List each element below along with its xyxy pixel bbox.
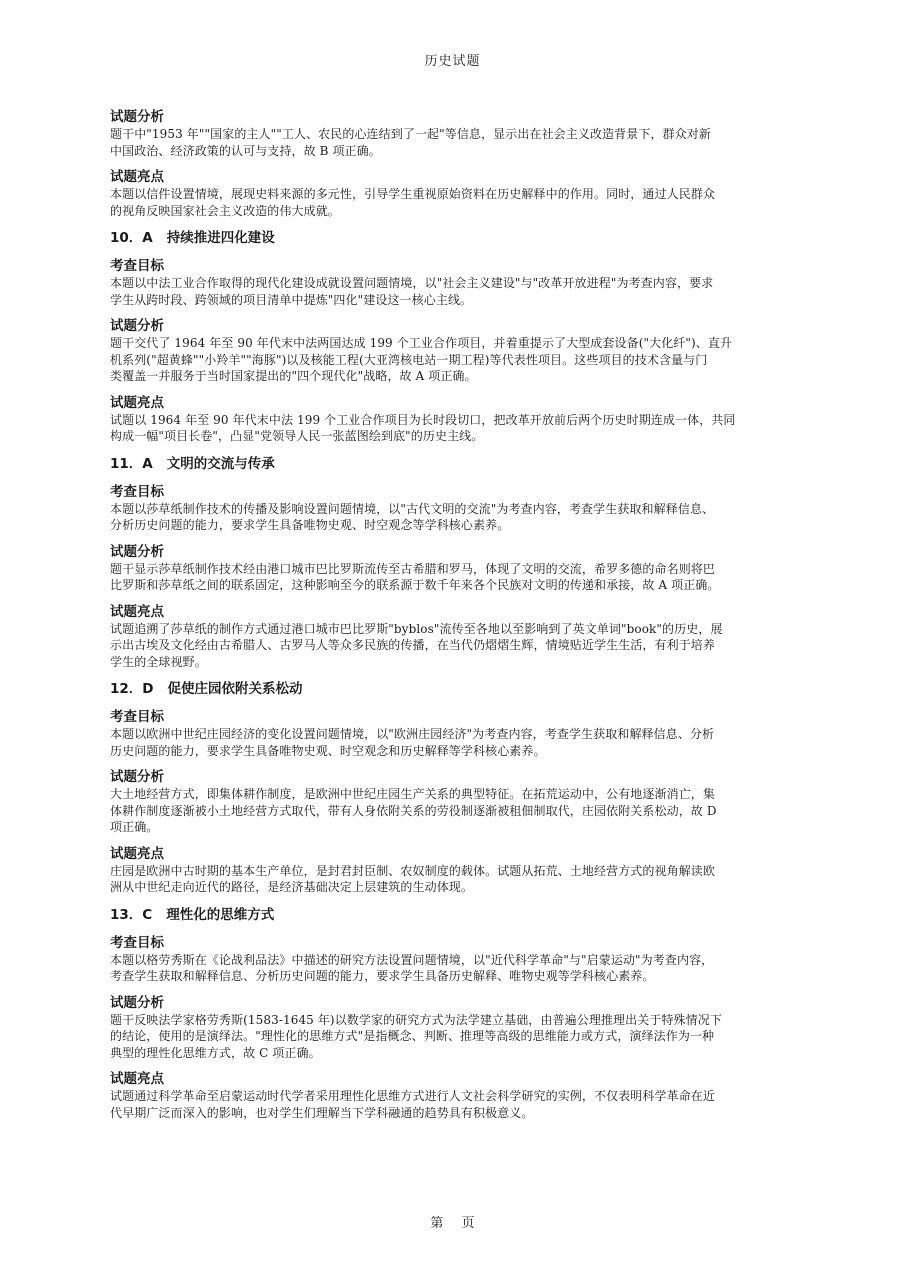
block-spacer: [110, 896, 800, 906]
section-paragraph: [110, 863, 800, 896]
analysis-section: [110, 708, 800, 759]
document-body: [110, 108, 800, 1121]
section-heading: 试题亮点: [110, 169, 164, 185]
question-topic: 文明的交流与传承: [166, 455, 275, 472]
section-heading: 试题分析: [110, 318, 164, 334]
block-spacer: [110, 698, 800, 708]
section-paragraph: [110, 412, 800, 445]
section-heading: 考查目标: [110, 709, 164, 725]
analysis-section: [110, 317, 800, 385]
analysis-section: [110, 934, 800, 985]
question-topic: 促使庄园依附关系松动: [167, 681, 303, 697]
question-title: [110, 455, 800, 473]
paragraph-line: 项正确。: [110, 820, 159, 834]
block-spacer: [110, 219, 800, 229]
analysis-section: [110, 768, 800, 836]
paragraph-line: 本题以莎草纸制作技术的传播及影响设置问题情境，以"古代文明的交流"为考查内容，考查学生获取和解释信息、: [110, 501, 715, 516]
paragraph-line: 的结论，使用的是演绎法。"理性化的思维方式"是指概念、判断、推理等高级的思维能力或方式，演绎法作为一种: [110, 1029, 715, 1043]
block-spacer: [110, 534, 800, 543]
section-paragraph: [110, 186, 800, 219]
analysis-section: [110, 168, 800, 219]
section-heading: 试题亮点: [110, 394, 164, 411]
paragraph-line: 中国政治、经济政策的认可与支持，故 B 项正确。: [110, 143, 381, 158]
paragraph-line: 学生的全球视野。: [110, 654, 207, 669]
paragraph-line: 题干中"1953 年""国家的主人""工人、农民的心连结到了一起"等信息，显示出在社会主义改造背景下，群众对新: [110, 127, 711, 141]
section-paragraph: [110, 621, 800, 671]
paragraph-line: 试题以 1964 年至 90 年代末中法 199 个工业合作项目为长时段切口，把改革开放前后两个历史时期连成一体，共同: [110, 412, 736, 427]
section-heading: 试题分析: [110, 994, 164, 1011]
paragraph-line: 试题通过科学革命至启蒙运动时代学者采用理性化思维方式进行人文社会科学研究的实例，不仅表明科学革命在近: [110, 1089, 716, 1103]
analysis-section: [110, 483, 800, 534]
question-number: 11．A: [110, 455, 153, 472]
analysis-section: [110, 603, 800, 671]
paragraph-line: 代早期广泛而深入的影响，也对学生们理解当下学科融通的趋势具有积极意义。: [110, 1105, 534, 1120]
analysis-section: [110, 257, 800, 308]
analysis-section: [110, 845, 800, 896]
section-heading: 考查目标: [110, 483, 164, 500]
block-spacer: [110, 385, 800, 394]
question-title: [110, 906, 800, 924]
question-title: [110, 229, 800, 247]
section-heading: 试题亮点: [110, 845, 164, 862]
paragraph-line: 典型的理性化思维方式，故 C 项正确。: [110, 1045, 321, 1060]
block-spacer: [110, 594, 800, 603]
block-spacer: [110, 759, 800, 768]
block-spacer: [110, 836, 800, 845]
paragraph-line: 洲从中世纪走向近代的路径，是经济基础决定上层建筑的生动体现。: [110, 880, 474, 894]
paragraph-line: 大土地经营方式，即集体耕作制度，是欧洲中世纪庄园生产关系的典型特征。在拓荒运动中，公有地逐渐消亡，集: [110, 787, 716, 801]
paragraph-line: 本题以信件设置情境，展现史料来源的多元性，引导学生重视原始资料在历史解释中的作用。同时，通过人民群众: [110, 187, 716, 201]
section-paragraph: [110, 126, 800, 159]
paragraph-line: 分析历史问题的能力，要求学生具备唯物史观、时空观念等学科核心素养。: [110, 518, 510, 532]
section-paragraph: [110, 1012, 800, 1062]
paragraph-line: 试题追溯了莎草纸的制作方式通过港口城市巴比罗斯"byblos"流传至各地以至影响到了英文单词"book"的历史，展: [110, 621, 723, 636]
section-heading: 考查目标: [110, 258, 164, 274]
section-paragraph: [110, 501, 800, 534]
question-title: [110, 680, 800, 698]
block-spacer: [110, 1061, 800, 1070]
paragraph-line: 类覆盖一并服务于当时国家提出的"四个现代化"战略，故 A 项正确。: [110, 369, 477, 383]
analysis-section: [110, 394, 800, 445]
block-spacer: [110, 308, 800, 317]
paragraph-line: 考查学生获取和解释信息、分析历史问题的能力，要求学生具备历史解释、唯物史观等学科核心素养。: [110, 969, 655, 983]
block-spacer: [110, 924, 800, 934]
section-paragraph: [110, 726, 800, 759]
paragraph-line: 题干反映法学家格劳秀斯(1583-1645 年)以数学家的研究方式为法学建立基础，由普遍公理推理出关于特殊情况下: [110, 1012, 722, 1027]
question-topic: 理性化的思维方式: [166, 906, 275, 923]
section-paragraph: [110, 1088, 800, 1121]
page-header: 历史试题: [424, 54, 481, 69]
paragraph-line: 题干显示莎草纸制作技术经由港口城市巴比罗斯流传至古希腊和罗马，体现了文明的交流，希罗多德的命名则将巴: [110, 561, 716, 576]
paragraph-line: 机系列("超黄蜂""小羚羊""海豚")以及核能工程(大亚湾核电站一期工程)等代表性项目。这些项目的技术含量与门: [110, 352, 708, 367]
paragraph-line: 构成一幅"项目长卷"，凸显"党领导人民一张蓝图绘到底"的历史主线。: [110, 429, 484, 443]
paragraph-line: 本题以格劳秀斯在《论战利品法》中描述的研究方法设置问题情境，以"近代科学革命"与"启蒙运动"为考查内容，: [110, 952, 714, 967]
section-paragraph: [110, 786, 800, 836]
paragraph-line: 庄园是欧洲中古时期的基本生产单位，是封君封臣制、农奴制度的载体。试题从拓荒、土地经营方式的视角解读欧: [110, 863, 716, 878]
block-spacer: [110, 159, 800, 168]
question-number: 10．A: [110, 230, 153, 246]
paragraph-line: 本题以中法工业合作取得的现代化建设成就设置问题情境，以"社会主义建设"与"改革开放进程"为考查内容，要求: [110, 276, 714, 290]
question-number: 13．C: [110, 906, 153, 923]
section-paragraph: [110, 952, 800, 985]
paragraph-line: 体耕作制度逐渐被小土地经营方式取代，带有人身依附关系的劳役制逐渐被租佃制取代，庄园依附关系松动，故 D: [110, 803, 717, 818]
block-spacer: [110, 670, 800, 680]
block-spacer: [110, 473, 800, 483]
section-heading: 试题分析: [110, 769, 164, 785]
question-number: 12．D: [110, 681, 154, 697]
paragraph-line: 本题以欧洲中世纪庄园经济的变化设置问题情境，以"欧洲庄园经济"为考查内容，考查学生获取和解释信息、分析: [110, 727, 715, 741]
paragraph-line: 示出古埃及文化经由古希腊人、古罗马人等众多民族的传播，在当代仍熠熠生辉，情境贴近学生生活，有利于培养: [110, 638, 716, 652]
analysis-section: [110, 994, 800, 1062]
block-spacer: [110, 985, 800, 994]
section-heading: 试题分析: [110, 543, 164, 560]
section-paragraph: [110, 335, 800, 385]
paragraph-line: 题干交代了 1964 年至 90 年代末中法两国达成 199 个工业合作项目，并着重提示了大型成套设备("大化纤")、直升: [110, 336, 733, 350]
section-paragraph: [110, 561, 800, 594]
paragraph-line: 历史问题的能力，要求学生具备唯物史观、时空观念和历史解释等学科核心素养。: [110, 743, 546, 758]
block-spacer: [110, 445, 800, 455]
section-heading: 考查目标: [110, 934, 164, 951]
question-topic: 持续推进四化建设: [166, 230, 275, 246]
section-paragraph: [110, 275, 800, 308]
analysis-section: [110, 108, 800, 159]
section-heading: 试题亮点: [110, 603, 164, 620]
section-heading: 试题分析: [110, 109, 164, 125]
page-footer: 第 页: [430, 1216, 475, 1231]
section-heading: 试题亮点: [110, 1071, 164, 1087]
analysis-section: [110, 543, 800, 594]
paragraph-line: 的视角反映国家社会主义改造的伟大成就。: [110, 203, 340, 218]
analysis-section: [110, 1070, 800, 1121]
paragraph-line: 比罗斯和莎草纸之间的联系固定，这种影响至今的联系源于数千年来各个民族对文明的传递和承接，故 A 项正确。: [110, 578, 720, 592]
block-spacer: [110, 247, 800, 257]
paragraph-line: 学生从跨时段、跨领域的项目清单中提炼"四化"建设这一核心主线。: [110, 292, 473, 307]
